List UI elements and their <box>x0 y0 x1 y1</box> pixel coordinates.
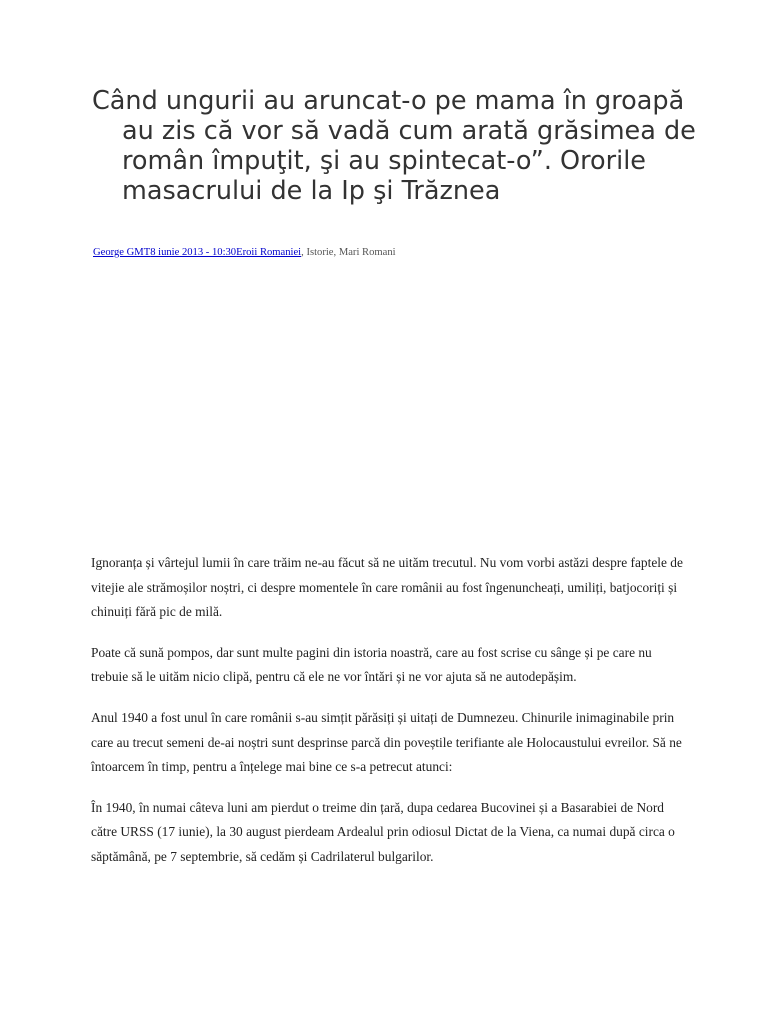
category-mari-romani: Mari Romani <box>338 247 396 258</box>
paragraph: Ignoranța și vârtejul lumii în care trăim ne-au făcut să ne uităm trecutul. Nu vom vorbi astăzi despre faptele de vitejie ale strămoșilor noștri, ci despre momentele în care românii au fost îngenuncheați, umiliți, batjocoriți și chinuiți fără pic de milă. <box>91 555 683 620</box>
article-body <box>91 551 691 886</box>
category-istorie: Istorie <box>306 247 334 258</box>
date-link[interactable]: 8 iunie 2013 - 10:30 <box>150 247 237 258</box>
author-link[interactable]: George GMT <box>93 247 151 258</box>
article-title: Când ungurii au aruncat-o pe mama în groapă au zis că vor să vadă cum arată grăsimea de român împuţit, şi au spintecat-o”. Ororile masacrului de la Ip şi Trăznea <box>92 86 696 206</box>
article-meta <box>93 246 693 260</box>
paragraph: Anul 1940 a fost unul în care românii s-au simțit părăsiți și uitați de Dumnezeu. Chinurile inimaginabile prin care au trecut semeni de-ai noștri sunt desprinse parcă din poveștile terifiante ale Holocaustului evreilor. Să ne întoarcem în timp, pentru a înțelege mai bine ce s-a petrecut atunci: <box>91 709 682 775</box>
paragraph: În 1940, în numai câteva luni am pierdut o treime din țară, dupa cedarea Bucovinei și a Basarabiei de Nord către URSS (17 iunie), la 30 august pierdeam Ardealul prin odiosul Dictat de la Viena, ca numai după circa o săptămână, pe 7 septembrie, să cedăm și Cadrilaterul bulgarilor. <box>91 799 675 864</box>
category-link-eroii-romaniei[interactable]: Eroii Romaniei <box>236 247 302 258</box>
meta-separator: , <box>333 247 339 258</box>
paragraph: Poate că sună pompos, dar sunt multe pagini din istoria noastră, care au fost scrise cu sânge și pe care nu trebuie să le uităm nicio clipă, pentru că ele ne vor întări și ne vor ajuta să ne autodepășim. <box>91 644 652 685</box>
meta-separator: , <box>301 247 307 258</box>
